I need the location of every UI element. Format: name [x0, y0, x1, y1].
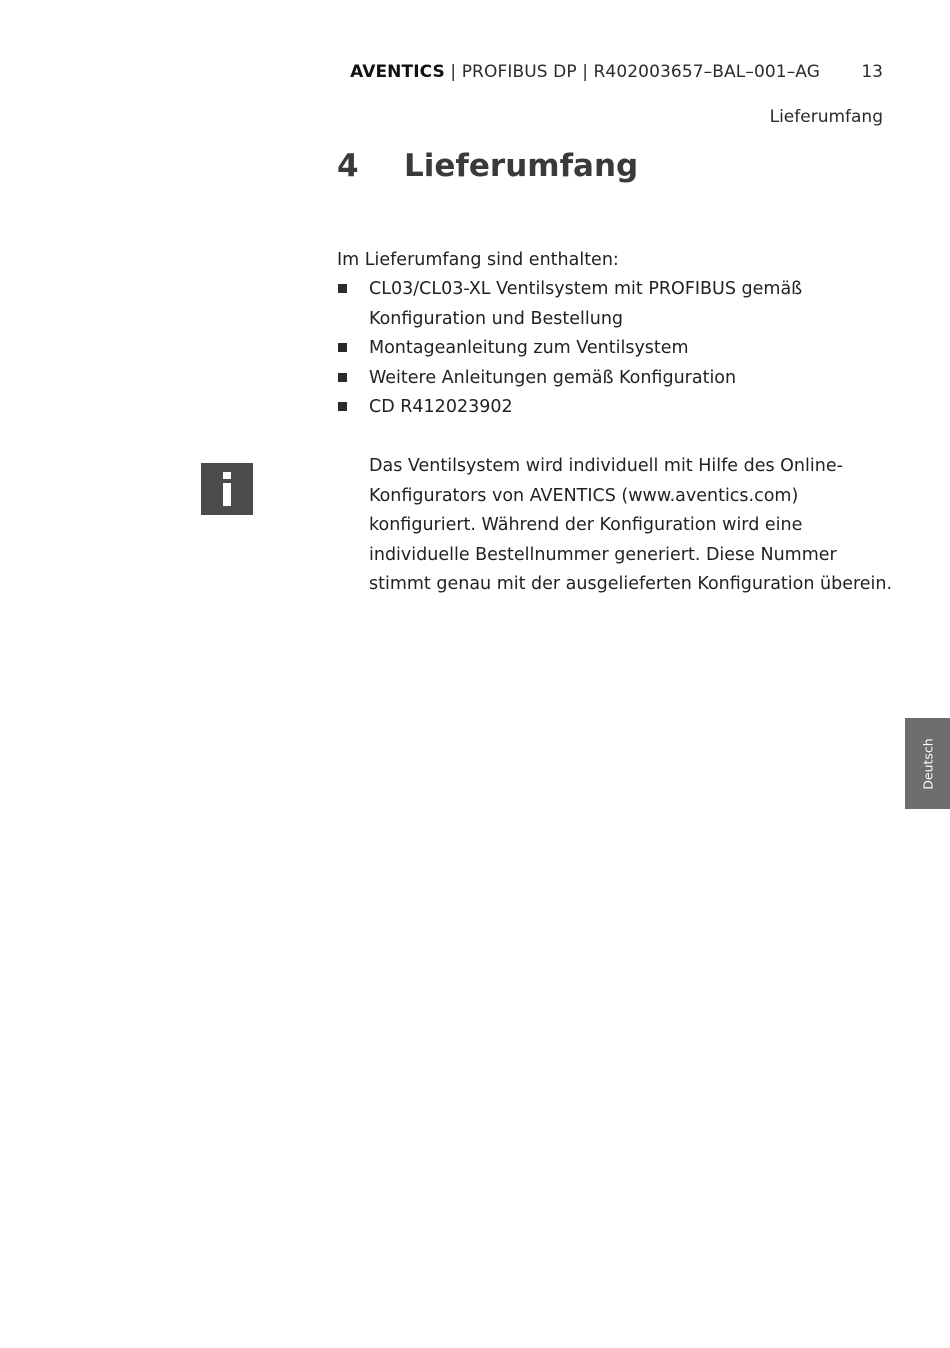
list-item-line: Weitere Anleitungen gemäß Konfiguration [369, 367, 737, 388]
list-item-line: Montageanleitung zum Ventilsystem [369, 338, 689, 358]
info-note-line: Das Ventilsystem wird individuell mit Hilfe des Online- [369, 456, 843, 476]
info-note-line: Konfigurators von AVENTICS (www.aventics.com) [369, 485, 799, 506]
section-header: Lieferumfang [769, 107, 883, 127]
square-bullet-icon [338, 284, 347, 293]
info-icon-dot [223, 472, 231, 479]
list-item-line: CL03/CL03-XL Ventilsystem mit PROFIBUS gemäß [369, 279, 803, 299]
list-item [337, 393, 857, 423]
list-item-line: CD R412023902 [369, 397, 513, 417]
language-tab-label: Deutsch [920, 737, 935, 790]
info-icon-stem [223, 483, 231, 506]
info-note-line: konfiguriert. Während der Konfiguration wird eine [369, 515, 803, 535]
list-item [337, 275, 857, 334]
list-item-line: Konfiguration und Bestellung [369, 308, 624, 329]
chapter-heading [337, 148, 638, 184]
delivery-list [337, 275, 857, 423]
square-bullet-icon [338, 343, 347, 352]
chapter-number: 4 [337, 148, 359, 184]
brand-name: AVENTICS [350, 62, 445, 82]
intro-text: Im Lieferumfang sind enthalten: [337, 250, 619, 270]
language-tab [905, 718, 950, 809]
info-note-line: individuelle Bestellnummer generiert. Diese Nummer [369, 544, 837, 565]
page-number: 13 [861, 62, 883, 82]
chapter-title: Lieferumfang [404, 148, 639, 184]
list-item [337, 364, 857, 394]
square-bullet-icon [338, 402, 347, 411]
list-item [337, 334, 857, 364]
document-reference: | PROFIBUS DP | R402003657–BAL–001–AG [444, 62, 820, 82]
info-icon [201, 463, 253, 515]
square-bullet-icon [338, 373, 347, 382]
info-note [369, 452, 893, 600]
info-note-line: stimmt genau mit der ausgelieferten Konfiguration überein. [369, 574, 893, 594]
running-header [300, 62, 820, 82]
